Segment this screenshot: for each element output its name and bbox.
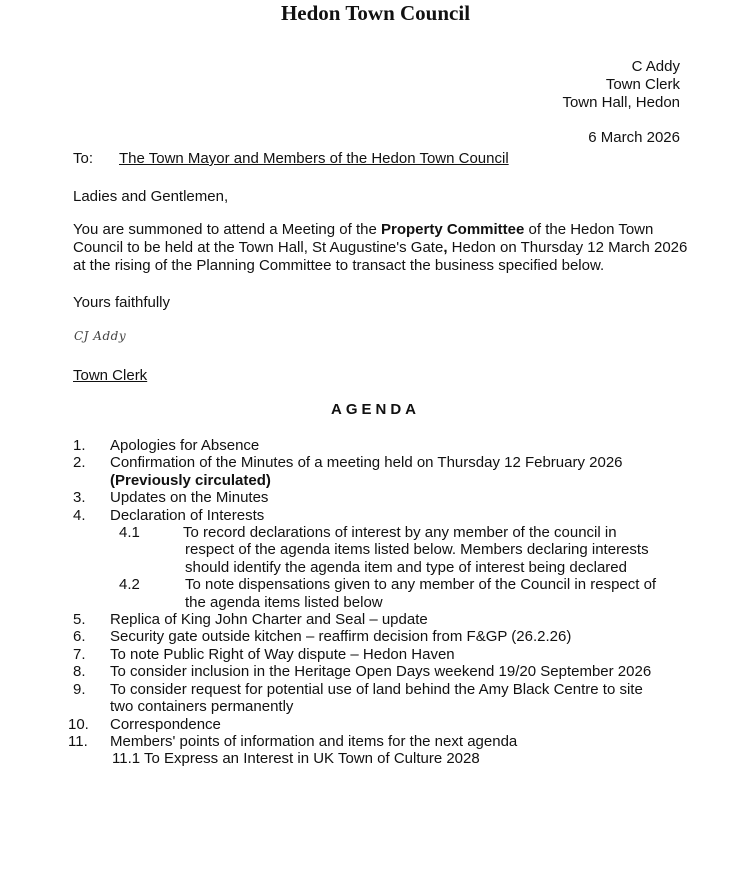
agenda-item — [73, 507, 656, 524]
greeting: Ladies and Gentlemen, — [73, 188, 229, 205]
summons-paragraph — [73, 221, 693, 275]
body-part2: of the Hedon Town Council to be held at the Town Hall, St Augustine's Gate — [73, 221, 654, 256]
agenda-item-number: 8. — [73, 663, 86, 681]
agenda-item-number: 11. — [68, 732, 88, 750]
agenda-item-number: 4. — [73, 506, 86, 524]
agenda-subitem — [73, 524, 656, 576]
signature: CJ Addy — [74, 329, 127, 343]
agenda-subitem — [73, 576, 656, 611]
agenda-item-text: To note Public Right of Way dispute – Hedon Haven — [110, 645, 455, 663]
subitem-line: should identify the agenda item and type of interest being declared — [185, 558, 627, 576]
to-label: To: — [73, 150, 94, 167]
agenda-item-continuation: two containers permanently — [110, 698, 294, 716]
agenda-item-number: 10. — [68, 715, 89, 733]
agenda-item-number: 9. — [73, 680, 86, 698]
to-recipient: The Town Mayor and Members of the Hedon Town Council — [119, 150, 509, 167]
body-part3: Hedon on Thursday 12 March 2026 at the rising of the Planning Committee to transact the business specified below. — [73, 239, 688, 274]
closing: Yours faithfully — [73, 294, 171, 311]
agenda-subitem-line: 11.1 To Express an Interest in UK Town of Culture 2028 — [112, 750, 480, 768]
council-title: Hedon Town Council — [280, 1, 471, 25]
agenda-item-text: Security gate outside kitchen – reaffirm decision from F&GP (26.2.26) — [110, 628, 572, 646]
body-part1: You are summoned to attend a Meeting of the — [73, 221, 381, 238]
agenda-item-number: 2. — [73, 454, 86, 472]
agenda-item-number: 1. — [73, 437, 86, 454]
subitem-line: To note dispensations given to any member of the Council in respect of — [185, 576, 657, 594]
agenda-item — [73, 454, 656, 471]
subitem-line: To record declarations of interest by any member of the council in — [183, 524, 617, 542]
sender-block — [562, 58, 680, 112]
agenda-subitem-number: 4.2 — [119, 576, 140, 594]
agenda-subitem-text — [185, 576, 656, 611]
agenda-item — [73, 611, 656, 628]
agenda-item-note: (Previously circulated) — [110, 471, 271, 489]
agenda-item-text: Declaration of Interests — [110, 506, 265, 524]
agenda-item — [73, 628, 656, 645]
agenda-item-text: Apologies for Absence — [110, 437, 260, 454]
agenda-subitem-text — [183, 524, 649, 576]
agenda-item-number: 3. — [73, 489, 86, 507]
subitem-line: respect of the agenda items listed below. Members declaring interests — [185, 541, 649, 559]
signatory-title: Town Clerk — [73, 367, 148, 384]
agenda-list — [68, 437, 657, 768]
committee-name: Property Committee — [380, 221, 525, 238]
agenda-item-number: 6. — [73, 628, 86, 646]
letter-date: 6 March 2026 — [588, 129, 680, 146]
agenda-item-text: To consider request for potential use of land behind the Amy Black Centre to site — [110, 680, 643, 698]
sender-name: C Addy — [631, 58, 680, 75]
sender-role: Town Clerk — [605, 76, 680, 93]
agenda-item — [73, 489, 656, 506]
agenda-subitem-number: 4.1 — [119, 524, 140, 542]
agenda-heading: AGENDA — [330, 401, 420, 418]
agenda-item — [68, 715, 656, 733]
agenda-item-text: Updates on the Minutes — [110, 489, 269, 507]
agenda-item-text: Correspondence — [110, 715, 221, 733]
agenda-item-text: Replica of King John Charter and Seal – update — [110, 611, 428, 629]
agenda-item — [68, 732, 656, 750]
agenda-item-text: Confirmation of the Minutes of a meeting held on Thursday 12 February 2026 — [110, 454, 623, 472]
agenda-item-text: Members' points of information and items for the next agenda — [110, 732, 518, 750]
to-line — [73, 150, 509, 167]
agenda-item-number: 7. — [73, 645, 86, 663]
agenda-item-text: To consider inclusion in the Heritage Open Days weekend 19/20 September 2026 — [110, 663, 652, 681]
sender-address: Town Hall, Hedon — [562, 94, 680, 111]
agenda-item — [73, 663, 656, 680]
agenda-item — [73, 646, 656, 663]
body-comma: , — [443, 239, 448, 256]
agenda-item-number: 5. — [73, 611, 86, 629]
agenda-item — [73, 437, 656, 454]
subitem-line: the agenda items listed below — [185, 593, 383, 611]
agenda-item — [73, 681, 656, 698]
